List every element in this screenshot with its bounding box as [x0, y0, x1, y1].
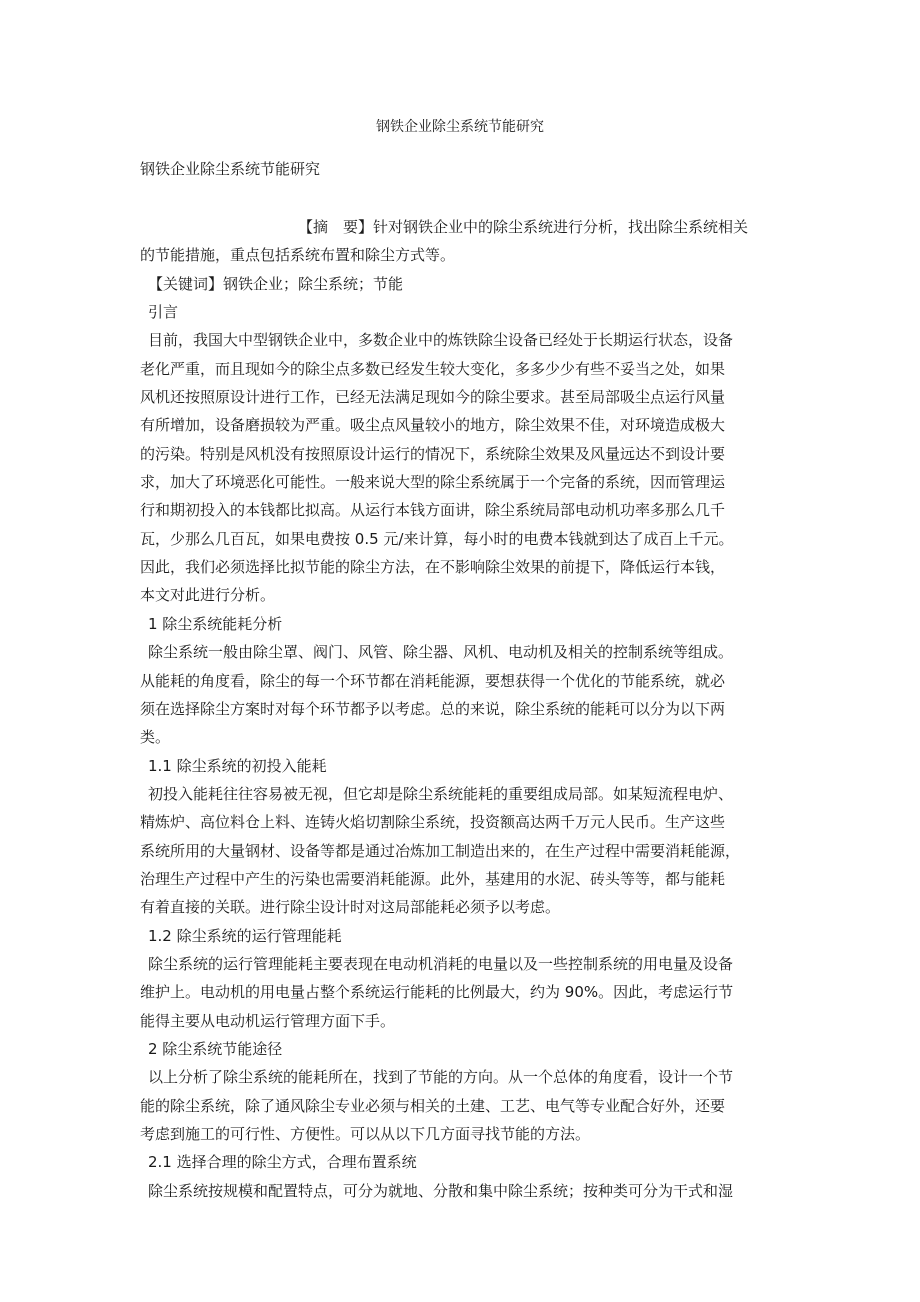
text-line: 能得主要从电动机运行管理方面下手。 — [140, 1011, 396, 1030]
text-line: 目前，我国大中型钢铁企业中，多数企业中的炼铁除尘设备已经处于长期运行状态，设备 — [148, 331, 734, 350]
text-line: 1.1 除尘系统的初投入能耗 — [148, 756, 327, 775]
text-line: 系统所用的大量钢材、设备等都是通过冶炼加工制造出来的，在生产过程中需要消耗能源， — [140, 841, 741, 860]
text-line: 求，加大了环境恶化可能性。一般来说大型的除尘系统属于一个完备的系统，因而管理运 — [140, 473, 726, 492]
text-line: 治理生产过程中产生的污染也需要消耗能源。此外，基建用的水泥、砖头等等，都与能耗 — [140, 869, 726, 888]
text-line: 除尘系统按规模和配置特点，可分为就地、分散和集中除尘系统；按种类可分为干式和湿 — [148, 1181, 734, 1200]
text-line: 2 除尘系统节能途径 — [148, 1039, 283, 1058]
text-line: 有着直接的关联。进行除尘设计时对这局部能耗必须予以考虑。 — [140, 898, 561, 917]
text-line: 老化严重，而且现如今的除尘点多数已经发生较大变化，多多少少有些不妥当之处，如果 — [140, 359, 726, 378]
paragraph — [140, 950, 790, 1035]
text-line: 1 除尘系统能耗分析 — [148, 614, 283, 633]
text-line: 从能耗的角度看，除尘的每一个环节都在消耗能源，要想获得一个优化的节能系统，就必 — [140, 671, 726, 690]
text-line: 的污染。特别是风机没有按照原设计运行的情况下，系统除尘效果及风量远达不到设计要 — [140, 444, 726, 463]
text-line: 精炼炉、高位料仓上料、连铸火焰切割除尘系统，投资额高达两千万元人民币。生产这些 — [140, 813, 726, 832]
text-line: 考虑到施工的可行性、方便性。可以从以下几方面寻找节能的方法。 — [140, 1125, 591, 1143]
text-line: 1.2 除尘系统的运行管理能耗 — [148, 926, 342, 945]
text-line: 有所增加，设备磨损较为严重。吸尘点风量较小的地方，除尘效果不佳，对环境造成极大 — [140, 416, 726, 435]
section-heading — [140, 922, 790, 950]
section-heading — [140, 1148, 790, 1176]
text-line: 瓦，少那么几百瓦，如果电费按 0.5 元/来计算，每小时的电费本钱就到达了成百上千元。 — [140, 529, 734, 548]
text-line: 2.1 选择合理的除尘方式，合理布置系统 — [148, 1153, 417, 1172]
text-line: 引言 — [148, 303, 179, 322]
text-line: 行和期初投入的本钱都比拟高。从运行本钱方面讲，除尘系统局部电动机功率多那么几千 — [140, 501, 726, 520]
text-line: 能的除尘系统，除了通风除尘专业必须与相关的土建、工艺、电气等专业配合好外，还要 — [140, 1096, 726, 1115]
text-line: 维护上。电动机的用电量占整个系统运行能耗的比例最大，约为 90%。因此，考虑运行节 — [140, 983, 734, 1002]
paragraph — [140, 1063, 790, 1148]
paragraph — [140, 638, 790, 751]
text-line: 初投入能耗往往容易被无视，但它却是除尘系统能耗的重要组成局部。如某短流程电炉、 — [148, 784, 734, 803]
document-subtitle: 钢铁企业除尘系统节能研究 — [140, 160, 321, 178]
paragraph — [140, 780, 790, 922]
text-line: 本文对此进行分析。 — [140, 586, 276, 605]
section-heading — [140, 752, 790, 780]
text-line: 【摘 要】针对钢铁企业中的除尘系统进行分析，找出除尘系统相关 — [298, 218, 749, 236]
text-line: 须在选择除尘方案时对每个环节都予以考虑。总的来说，除尘系统的能耗可以分为以下两 — [140, 699, 726, 718]
document-body — [140, 213, 790, 1205]
abstract — [140, 213, 790, 270]
text-line: 除尘系统的运行管理能耗主要表现在电动机消耗的电量以及一些控制系统的用电量及设备 — [148, 954, 734, 973]
section-heading — [140, 298, 790, 326]
text-line: 因此，我们必须选择比拟节能的除尘方法，在不影响除尘效果的前提下，降低运行本钱， — [140, 558, 726, 577]
text-line: 除尘系统一般由除尘罩、阀门、风管、除尘器、风机、电动机及相关的控制系统等组成。 — [148, 643, 734, 662]
text-line: 以上分析了除尘系统的能耗所在，找到了节能的方向。从一个总体的角度看，设计一个节 — [148, 1068, 734, 1087]
paragraph — [140, 326, 790, 609]
paragraph — [140, 1177, 790, 1205]
paragraph — [140, 270, 790, 298]
section-heading — [140, 610, 790, 638]
section-heading — [140, 1035, 790, 1063]
text-line: 【关键词】钢铁企业；除尘系统；节能 — [148, 274, 404, 293]
text-line: 的节能措施，重点包括系统布置和除尘方式等。 — [140, 246, 456, 265]
document-title: 钢铁企业除尘系统节能研究 — [376, 119, 544, 135]
text-line: 类。 — [140, 728, 171, 747]
text-line: 风机还按照原设计进行工作，已经无法满足现如今的除尘要求。甚至局部吸尘点运行风量 — [140, 388, 726, 407]
